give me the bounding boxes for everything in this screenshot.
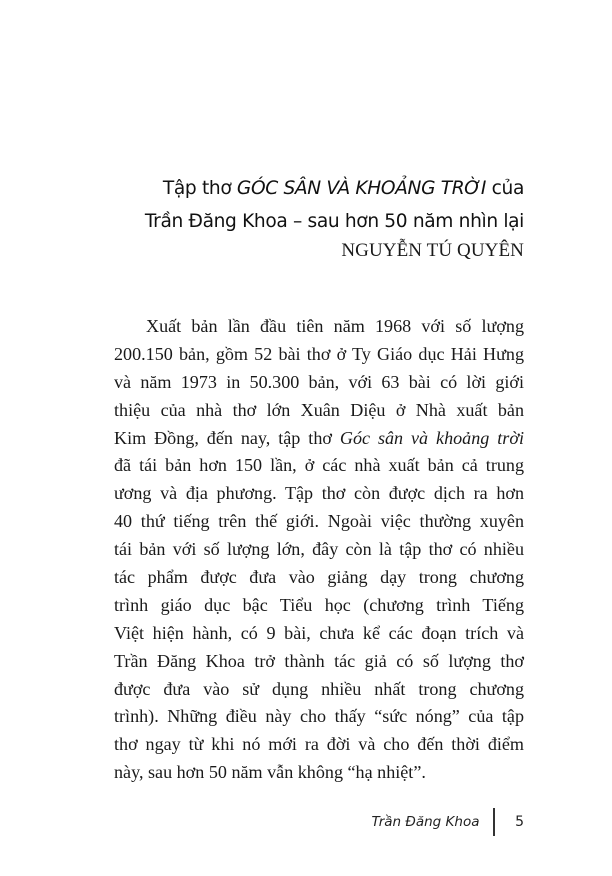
body-line: được đưa vào sử dụng nhiều nhất trong chương	[114, 678, 524, 699]
body-line: 40 thứ tiếng trên thế giới. Ngoài việc thường xuyên	[114, 511, 524, 532]
body-text: Kim Đồng, đến nay, tập thơ	[114, 427, 340, 448]
body-line	[114, 425, 524, 453]
running-title: Trần Đăng Khoa	[371, 814, 480, 830]
body-line: thiệu của nhà thơ lớn Xuân Diệu ở Nhà xuất bản	[114, 399, 524, 420]
body-line: này, sau hơn 50 năm vẫn không “hạ nhiệt”.	[114, 762, 426, 783]
title-text: Tập thơ	[162, 178, 237, 199]
body-line: trình). Những điều này cho thấy “sức nóng” của tập	[114, 706, 524, 727]
body-line: và năm 1973 in 50.300 bản, với 63 bài có lời giới	[114, 371, 524, 392]
book-title-italic: Góc sân và khoảng trời	[339, 427, 524, 448]
body-line: Việt hiện hành, có 9 bài, chưa kể các đoạn trích và	[114, 622, 524, 643]
body-line: thơ ngay từ khi nó mới ra đời và cho đến thời điểm	[114, 734, 524, 755]
body-line: Xuất bản lần đầu tiên năm 1968 với số lượng	[146, 316, 524, 336]
book-title-emphasis: GÓC SÂN VÀ KHOẢNG TRỜI	[236, 178, 487, 199]
chapter-title	[145, 172, 524, 238]
body-line: trình giáo dục bậc Tiểu học (chương trình Tiếng	[114, 594, 524, 615]
body-line: Trần Đăng Khoa trở thành tác giả có số lượng thơ	[114, 650, 524, 671]
footer-divider	[493, 808, 495, 836]
chapter-title-line-1	[145, 172, 524, 205]
body-line: đã tái bản hơn 150 lần, ở các nhà xuất bản cả trung	[114, 455, 524, 476]
page-number: 5	[515, 814, 524, 830]
author-name: NGUYỄN TÚ QUYÊN	[341, 240, 524, 261]
body-line: tái bản với số lượng lớn, đây còn là tập thơ có nhiều	[114, 539, 524, 560]
body-line: ương và địa phương. Tập thơ còn được dịch ra hơn	[114, 483, 524, 504]
body-paragraph	[114, 313, 524, 787]
page-footer	[372, 808, 524, 836]
chapter-title-line-2: Trần Đăng Khoa – sau hơn 50 năm nhìn lại	[144, 211, 524, 232]
body-line: tác phẩm được đưa vào giảng dạy trong chương	[114, 567, 524, 588]
body-line: 200.150 bản, gồm 52 bài thơ ở Ty Giáo dục Hải Hưng	[114, 343, 524, 364]
title-text: của	[486, 178, 524, 199]
